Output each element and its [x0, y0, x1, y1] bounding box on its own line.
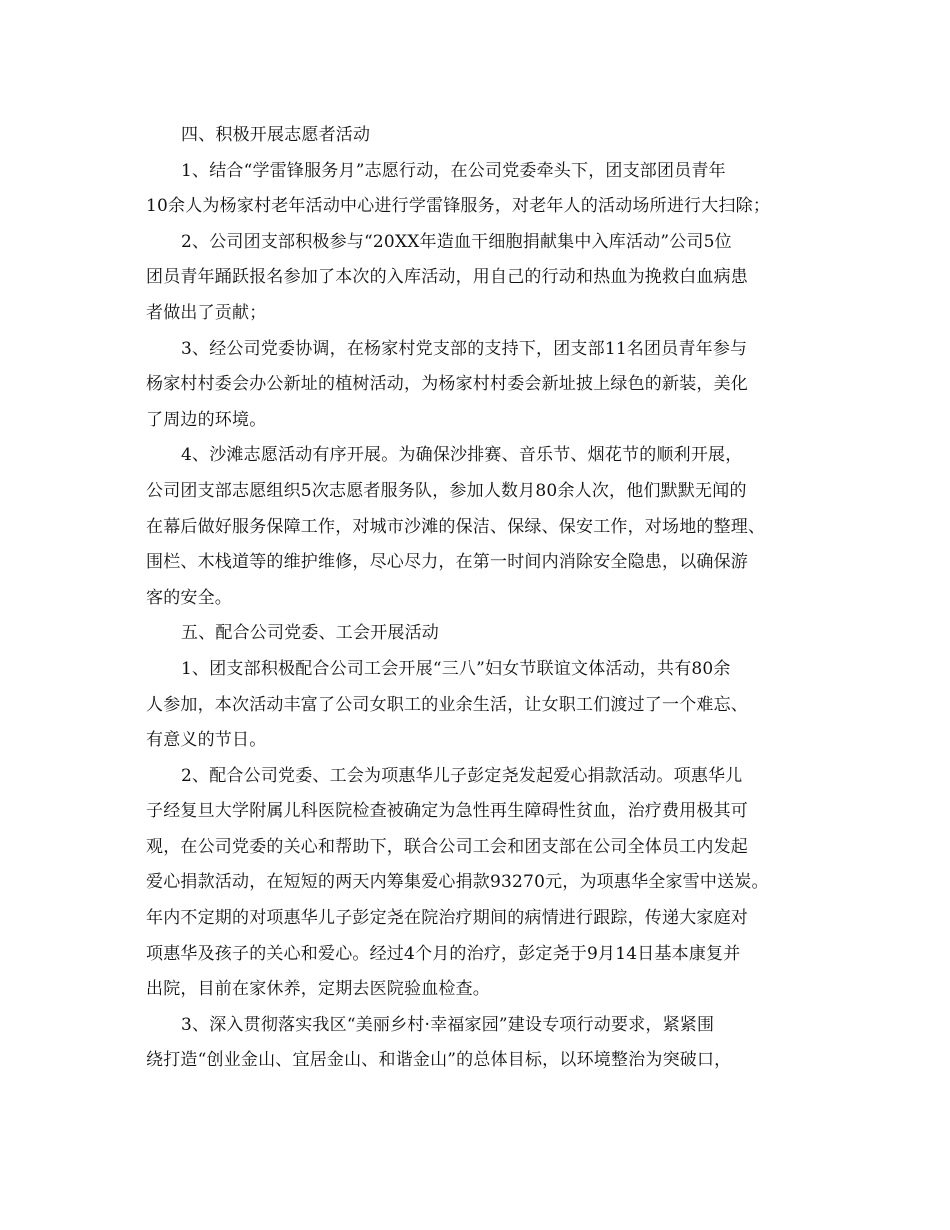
- text-line: 3、经公司党委协调，在杨家村党支部的支持下，团支部11名团员青年参与: [181, 338, 748, 359]
- text-line: 出院，目前在家休养，定期去医院验血检查。: [146, 979, 490, 1000]
- text-line: 人参加，本次活动丰富了公司女职工的业余生活，让女职工们渡过了一个难忘、: [146, 694, 748, 715]
- text-line: 项惠华及孩子的关心和爱心。经过4个月的治疗，彭定尧于9月14日基本康复并: [146, 943, 741, 964]
- text-line: 观，在公司党委的关心和帮助下，联合公司工会和团支部在公司全体员工内发起: [146, 836, 748, 857]
- text-line: 四、积极开展志愿者活动: [181, 125, 371, 145]
- text-line: 绕打造“创业金山、宜居金山、和谐金山”的总体目标，以环境整治为突破口，: [146, 1050, 732, 1071]
- text-line: 了周边的环境。: [146, 409, 267, 430]
- text-line: 客的安全。: [146, 587, 232, 608]
- text-line: 年内不定期的对项惠华儿子彭定尧在院治疗期间的病情进行跟踪，传递大家庭对: [146, 908, 748, 929]
- text-line: 10余人为杨家村老年活动中心进行学雷锋服务，对老年人的活动场所进行大扫除；: [146, 196, 771, 217]
- text-line: 公司团支部志愿组织5次志愿者服务队，参加人数月80余人次，他们默默无闻的: [146, 480, 747, 501]
- text-line: 1、结合“学雷锋服务月”志愿行动，在公司党委牵头下，团支部团员青年: [181, 160, 726, 181]
- text-line: 五、配合公司党委、工会开展活动: [181, 623, 439, 644]
- text-line: 爱心捐款活动，在短短的两天内筹集爱心捐款93270元，为项惠华全家雪中送炭。: [146, 872, 769, 893]
- text-line: 2、配合公司党委、工会为项惠华儿子彭定尧发起爱心捐款活动。项惠华儿: [181, 765, 743, 786]
- text-line: 3、深入贯彻落实我区“美丽乡村·幸福家园”建设专项行动要求，紧紧围: [181, 1014, 715, 1035]
- text-line: 团员青年踊跃报名参加了本次的入库活动，用自己的行动和热血为挽救白血病患: [146, 267, 748, 288]
- text-line: 杨家村村委会办公新址的植树活动，为杨家村村委会新址披上绿色的新装，美化: [146, 374, 748, 395]
- text-line: 有意义的节日。: [146, 730, 267, 751]
- text-line: 1、团支部积极配合公司工会开展“三八”妇女节联谊文体活动，共有80余: [181, 658, 731, 679]
- text-line: 4、沙滩志愿活动有序开展。为确保沙排赛、音乐节、烟花节的顺利开展，: [181, 445, 743, 466]
- text-line: 子经复旦大学附属儿科医院检查被确定为急性再生障碍性贫血，治疗费用极其可: [146, 801, 748, 822]
- text-line: 在幕后做好服务保障工作，对城市沙滩的保洁、保绿、保安工作，对场地的整理、: [146, 516, 766, 537]
- text-line: 者做出了贡献；: [146, 302, 267, 323]
- text-line: 围栏、木栈道等的维护维修，尽心尽力，在第一时间内消除安全隐患，以确保游: [146, 552, 748, 573]
- document-body: [146, 118, 814, 1079]
- text-line: 2、公司团支部积极参与“20XX年造血干细胞捐献集中入库活动”公司5位: [181, 231, 732, 252]
